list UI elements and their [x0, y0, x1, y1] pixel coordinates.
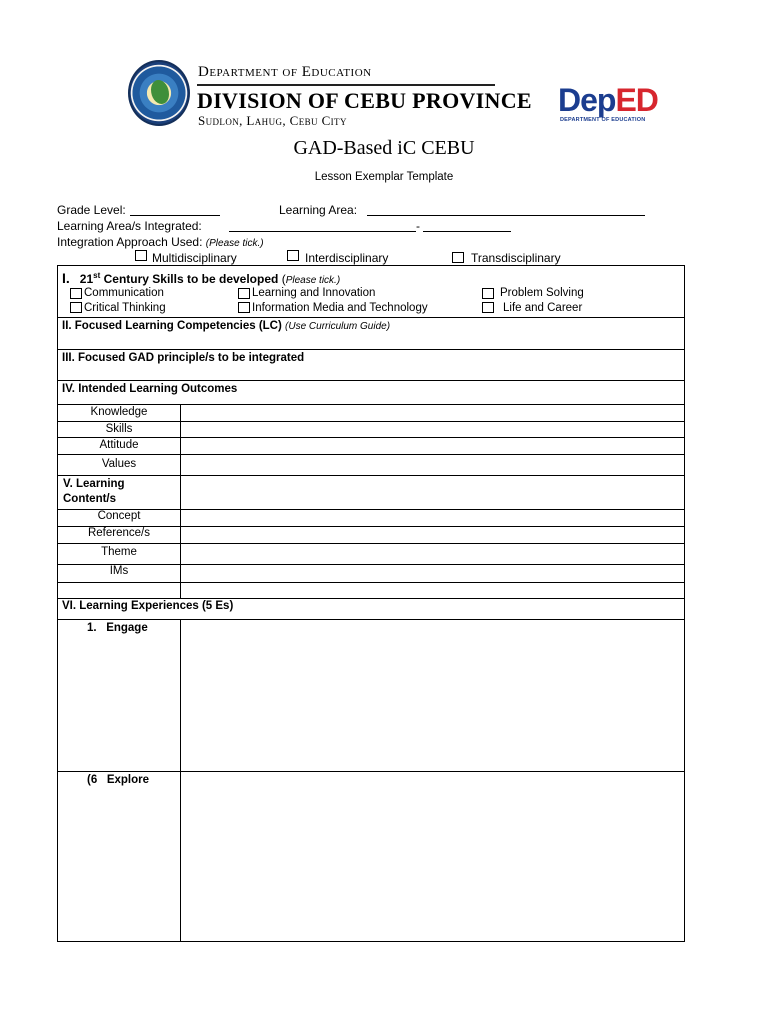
column-divider: [180, 619, 181, 941]
header-divider: [197, 84, 495, 86]
deped-logo: DepED: [558, 82, 658, 118]
learning-innovation-label: Learning and Innovation: [252, 287, 376, 299]
row-divider: [58, 582, 684, 583]
section-2-heading: II. Focused Learning Competencies (LC) (Use Curriculum Guide): [62, 320, 391, 332]
row-divider: [58, 349, 684, 350]
problem-solving-label: Problem Solving: [500, 287, 584, 299]
page-subtitle: Lesson Exemplar Template: [314, 171, 454, 183]
communication-checkbox[interactable]: [70, 288, 82, 299]
knowledge-label: Knowledge: [90, 406, 148, 418]
row-divider: [58, 437, 684, 438]
values-label: Values: [101, 458, 137, 470]
problem-solving-checkbox[interactable]: [482, 288, 494, 299]
row-divider: [58, 421, 684, 422]
critical-thinking-checkbox[interactable]: [70, 302, 82, 313]
row-divider: [58, 771, 684, 772]
grade-level-label: Grade Level:: [57, 203, 126, 217]
interdisciplinary-checkbox[interactable]: [287, 250, 299, 261]
lesson-table: [57, 265, 685, 942]
row-divider: [58, 404, 684, 405]
row-divider: [58, 317, 684, 318]
info-media-tech-checkbox[interactable]: [238, 302, 250, 313]
learning-areas-integrated-field[interactable]: [229, 231, 416, 232]
division-address: Sudlon, Lahug, Cebu City: [198, 113, 347, 128]
column-divider: [180, 404, 181, 598]
ims-label: IMs: [109, 565, 129, 577]
learning-areas-integrated-label: Learning Area/s Integrated:: [57, 219, 202, 233]
section-5-heading: V. Learning Content/s: [63, 478, 125, 505]
transdisciplinary-checkbox[interactable]: [452, 252, 464, 263]
row-divider: [58, 380, 684, 381]
learning-areas-integrated-field-2[interactable]: [423, 231, 511, 232]
field-dash: -: [416, 219, 420, 233]
division-heading: DIVISION OF CEBU PROVINCE: [197, 88, 532, 113]
concept-label: Concept: [97, 510, 141, 522]
row-divider: [58, 454, 684, 455]
attitude-label: Attitude: [99, 439, 139, 451]
integration-approach-label: Integration Approach Used: (Please tick.): [57, 235, 264, 249]
row-divider: [58, 598, 684, 599]
communication-label: Communication: [84, 287, 164, 299]
department-heading: Department of Education: [198, 64, 372, 80]
skills-label: Skills: [105, 423, 133, 435]
learning-innovation-checkbox[interactable]: [238, 288, 250, 299]
learning-area-label: Learning Area:: [279, 203, 358, 217]
engage-label: 1. Engage: [87, 622, 148, 634]
life-career-checkbox[interactable]: [482, 302, 494, 313]
explore-label: (6 Explore: [87, 774, 150, 786]
info-media-tech-label: Information Media and Technology: [252, 302, 428, 314]
row-divider: [58, 543, 684, 544]
learning-area-field[interactable]: [367, 215, 645, 216]
life-career-label: Life and Career: [503, 302, 583, 314]
section-3-heading: III. Focused GAD principle/s to be integrated: [62, 352, 305, 364]
multidisciplinary-label: Multidisciplinary: [152, 251, 237, 265]
transdisciplinary-label: Transdisciplinary: [471, 251, 561, 265]
section-6-heading: VI. Learning Experiences (5 Es): [62, 600, 234, 612]
theme-label: Theme: [101, 546, 137, 558]
interdisciplinary-label: Interdisciplinary: [305, 251, 389, 265]
critical-thinking-label: Critical Thinking: [84, 302, 166, 314]
row-divider: [58, 619, 684, 620]
section-1-heading: I. 21st Century Skills to be developed (Please tick.): [62, 270, 341, 286]
division-seal-icon: [128, 60, 190, 126]
page-title: GAD-Based iC CEBU: [293, 137, 475, 159]
multidisciplinary-checkbox[interactable]: [135, 250, 147, 261]
row-divider: [58, 475, 684, 476]
grade-level-field[interactable]: [130, 215, 220, 216]
references-label: Reference/s: [87, 527, 150, 539]
section-4-heading: IV. Intended Learning Outcomes: [62, 383, 238, 395]
deped-logo-subtitle: DEPARTMENT OF EDUCATION: [560, 117, 646, 123]
